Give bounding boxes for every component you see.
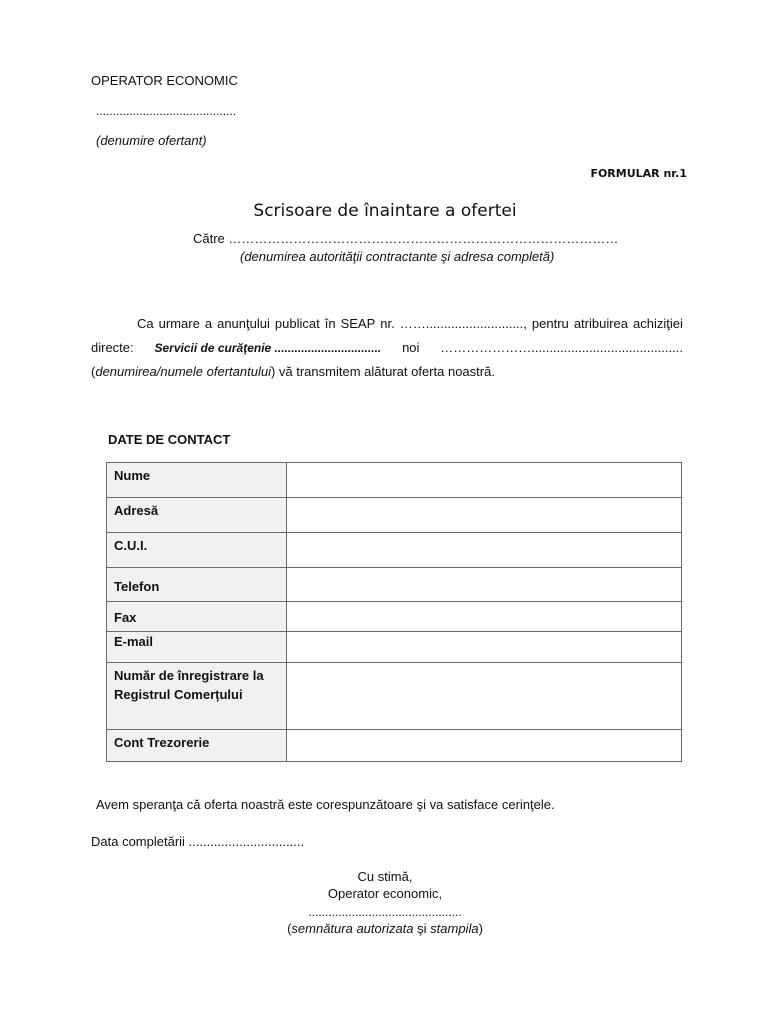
letter-word: atribuirea <box>573 316 629 331</box>
letter-body <box>91 312 683 384</box>
contact-label-cui: C.U.I. <box>107 533 287 568</box>
contact-label-cont: Cont Trezorerie <box>107 730 287 762</box>
contact-value-cont[interactable] <box>287 730 682 762</box>
table-row <box>107 632 682 663</box>
letter-word: noi <box>402 340 420 355</box>
letter-text: ) vă transmitem alăturat oferta noastră. <box>270 364 495 379</box>
letter-word: Ca <box>137 316 154 331</box>
contact-value-email[interactable] <box>287 632 682 663</box>
paren: ( <box>91 364 96 379</box>
letter-word: directe: <box>91 340 134 355</box>
contact-heading: DATE DE CONTACT <box>108 432 231 447</box>
letter-word: anunţului <box>217 316 270 331</box>
contact-value-cui[interactable] <box>287 533 682 568</box>
signatory-role: Operator economic, <box>327 886 443 901</box>
table-row <box>107 602 682 632</box>
contact-value-fax[interactable] <box>287 602 682 632</box>
contact-label-telefon: Telefon <box>107 568 287 602</box>
contact-label-registru: Număr de înregistrare la Registrul Comerțului <box>107 663 287 730</box>
letter-word: publicat <box>274 316 320 331</box>
table-row <box>107 663 682 730</box>
contact-value-telefon[interactable] <box>287 568 682 602</box>
letter-word: nr. <box>380 316 395 331</box>
salutation: Cu stimă, <box>357 869 413 884</box>
paren: ) <box>478 921 483 936</box>
ofertant-hint: denumirea/numele ofertantului <box>95 364 271 379</box>
stamp-label: stampila <box>430 921 479 936</box>
service-name: Servicii de curăţenie ................................ <box>154 341 382 355</box>
letter-word: achiziţiei <box>633 316 683 331</box>
contact-value-adresa[interactable] <box>287 498 682 533</box>
letter-word: urmare <box>158 316 200 331</box>
letter-word: în <box>324 316 336 331</box>
contact-label-email: E-mail <box>107 632 287 663</box>
table-row <box>107 568 682 602</box>
letter-line-3 <box>91 360 683 384</box>
signature-label: semnătura autorizata <box>291 921 414 936</box>
table-row <box>107 498 682 533</box>
letter-line-2 <box>91 336 683 360</box>
recipient-line: Către ……………………………………………………………………………… <box>193 231 619 246</box>
contact-label-fax: Fax <box>107 602 287 632</box>
form-number: FORMULAR nr.1 <box>590 167 687 180</box>
announcement-number-blank: ……..........................., <box>399 316 527 331</box>
ofertant-blank: ………………….......................................... <box>440 340 683 355</box>
contact-label-adresa: Adresă <box>107 498 287 533</box>
signature-blank: .............................................. <box>308 905 462 919</box>
contact-table <box>106 462 682 762</box>
connector: şi <box>413 921 431 936</box>
table-row <box>107 533 682 568</box>
ofertant-name-blank: .......................................... <box>96 104 237 118</box>
ofertant-name-hint: (denumire ofertant) <box>96 133 207 148</box>
contact-label-nume: Nume <box>107 463 287 498</box>
letter-line-1 <box>91 312 683 336</box>
operator-economic-label: OPERATOR ECONOMIC <box>91 73 238 88</box>
letter-word: SEAP <box>340 316 376 331</box>
letter-word: pentru <box>531 316 569 331</box>
completion-date: Data completării ................................ <box>91 834 305 849</box>
paren: ( <box>287 921 292 936</box>
letter-word: a <box>204 316 213 331</box>
document-title: Scrisoare de înaintare a ofertei <box>253 201 517 221</box>
table-row <box>107 730 682 762</box>
closing-statement: Avem speranţa că oferta noastră este corespunzătoare şi va satisface cerinţele. <box>96 797 555 812</box>
signature-hint <box>0 921 770 936</box>
contact-value-registru[interactable] <box>287 663 682 730</box>
recipient-hint: (denumirea autorităţii contractante şi adresa completă) <box>240 249 555 264</box>
table-row <box>107 463 682 498</box>
contact-value-nume[interactable] <box>287 463 682 498</box>
